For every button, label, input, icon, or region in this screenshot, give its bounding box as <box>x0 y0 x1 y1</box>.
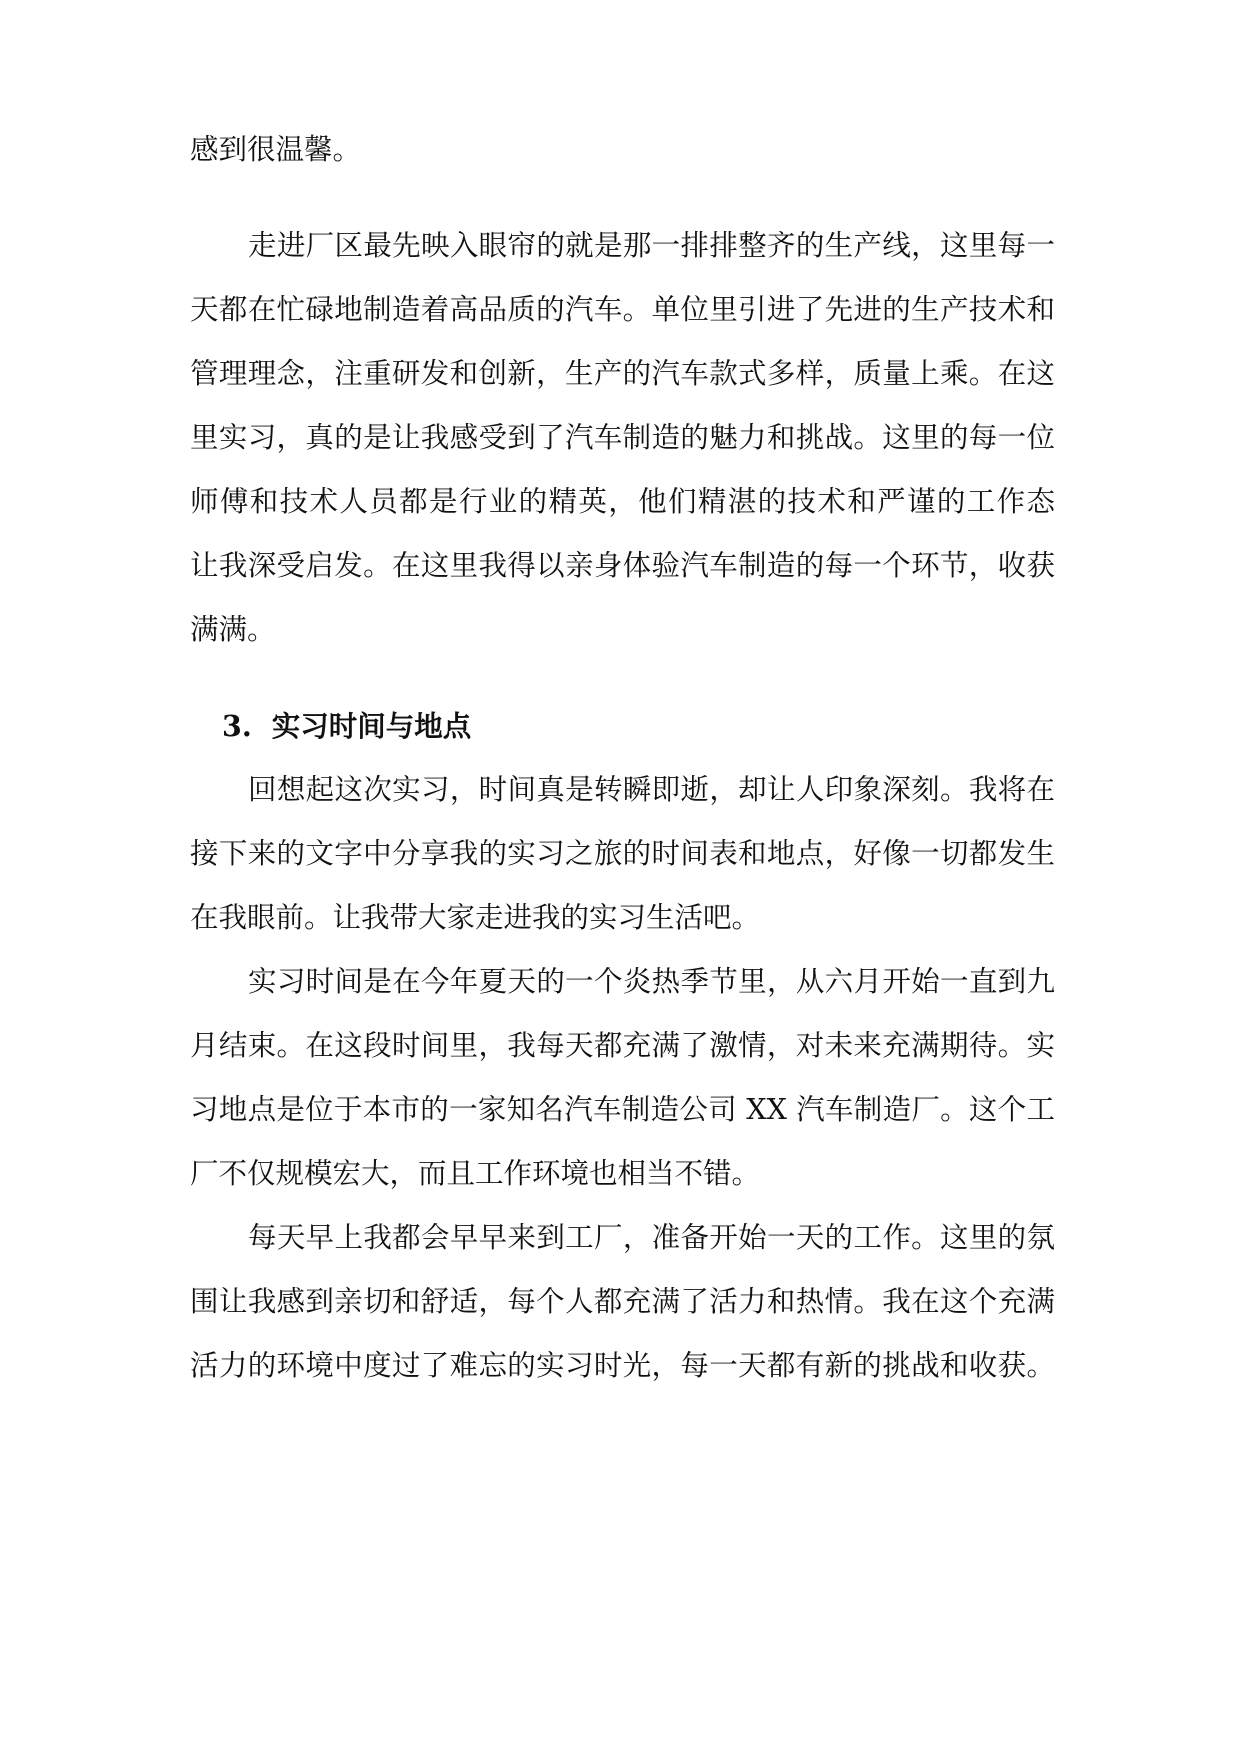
paragraph-3-line-4: 厂不仅规模宏大，而且工作环境也相当不错。 <box>190 1157 761 1190</box>
paragraph-1-line-2: 天都在忙碌地制造着高品质的汽车。单位里引进了先进的生产技术和 <box>190 293 1055 326</box>
paragraph-1 <box>190 214 1055 662</box>
paragraph-4 <box>190 1206 1055 1398</box>
continuation-line-1: 感到很温馨。 <box>190 133 362 166</box>
paragraph-1-line-1: 走进厂区最先映入眼帘的就是那一排排整齐的生产线，这里每一 <box>248 229 1055 262</box>
paragraph-3-line-2: 月结束。在这段时间里，我每天都充满了激情，对未来充满期待。实 <box>190 1029 1055 1062</box>
paragraph-2 <box>190 758 1055 950</box>
paragraph-3-line-3: 习地点是位于本市的一家知名汽车制造公司 XX 汽车制造厂。这个工 <box>190 1093 1055 1126</box>
section-heading <box>190 694 1055 758</box>
paragraph-1-line-3: 管理理念，注重研发和创新，生产的汽车款式多样，质量上乘。在这 <box>190 357 1055 390</box>
paragraph-4-line-3: 活力的环境中度过了难忘的实习时光，每一天都有新的挑战和收获。 <box>190 1349 1055 1382</box>
paragraph-1-line-6: 让我深受启发。在这里我得以亲身体验汽车制造的每一个环节，收获 <box>190 549 1055 582</box>
paragraph-1-line-7: 满满。 <box>190 613 276 646</box>
paragraph-2-line-3: 在我眼前。让我带大家走进我的实习生活吧。 <box>190 901 761 934</box>
paragraph-2-line-2: 接下来的文字中分享我的实习之旅的时间表和地点，好像一切都发生 <box>190 837 1055 870</box>
paragraph-1-line-4: 里实习，真的是让我感受到了汽车制造的魅力和挑战。这里的每一位 <box>190 421 1055 454</box>
paragraph-2-line-1: 回想起这次实习，时间真是转瞬即逝，却让人印象深刻。我将在 <box>248 773 1055 806</box>
paragraph-3-line-1: 实习时间是在今年夏天的一个炎热季节里，从六月开始一直到九 <box>248 965 1055 998</box>
paragraph-3 <box>190 950 1055 1206</box>
section-number: 3. <box>222 709 252 743</box>
section-title: 实习时间与地点 <box>271 709 472 743</box>
paragraph-4-line-2: 围让我感到亲切和舒适，每个人都充满了活力和热情。我在这个充满 <box>190 1285 1055 1318</box>
paragraph-continuation <box>190 118 1055 182</box>
text-column <box>190 118 1055 1398</box>
paragraph-1-line-5: 师傅和技术人员都是行业的精英，他们精湛的技术和严谨的工作态 <box>190 485 1055 518</box>
paragraph-4-line-1: 每天早上我都会早早来到工厂，准备开始一天的工作。这里的氛 <box>248 1221 1055 1254</box>
